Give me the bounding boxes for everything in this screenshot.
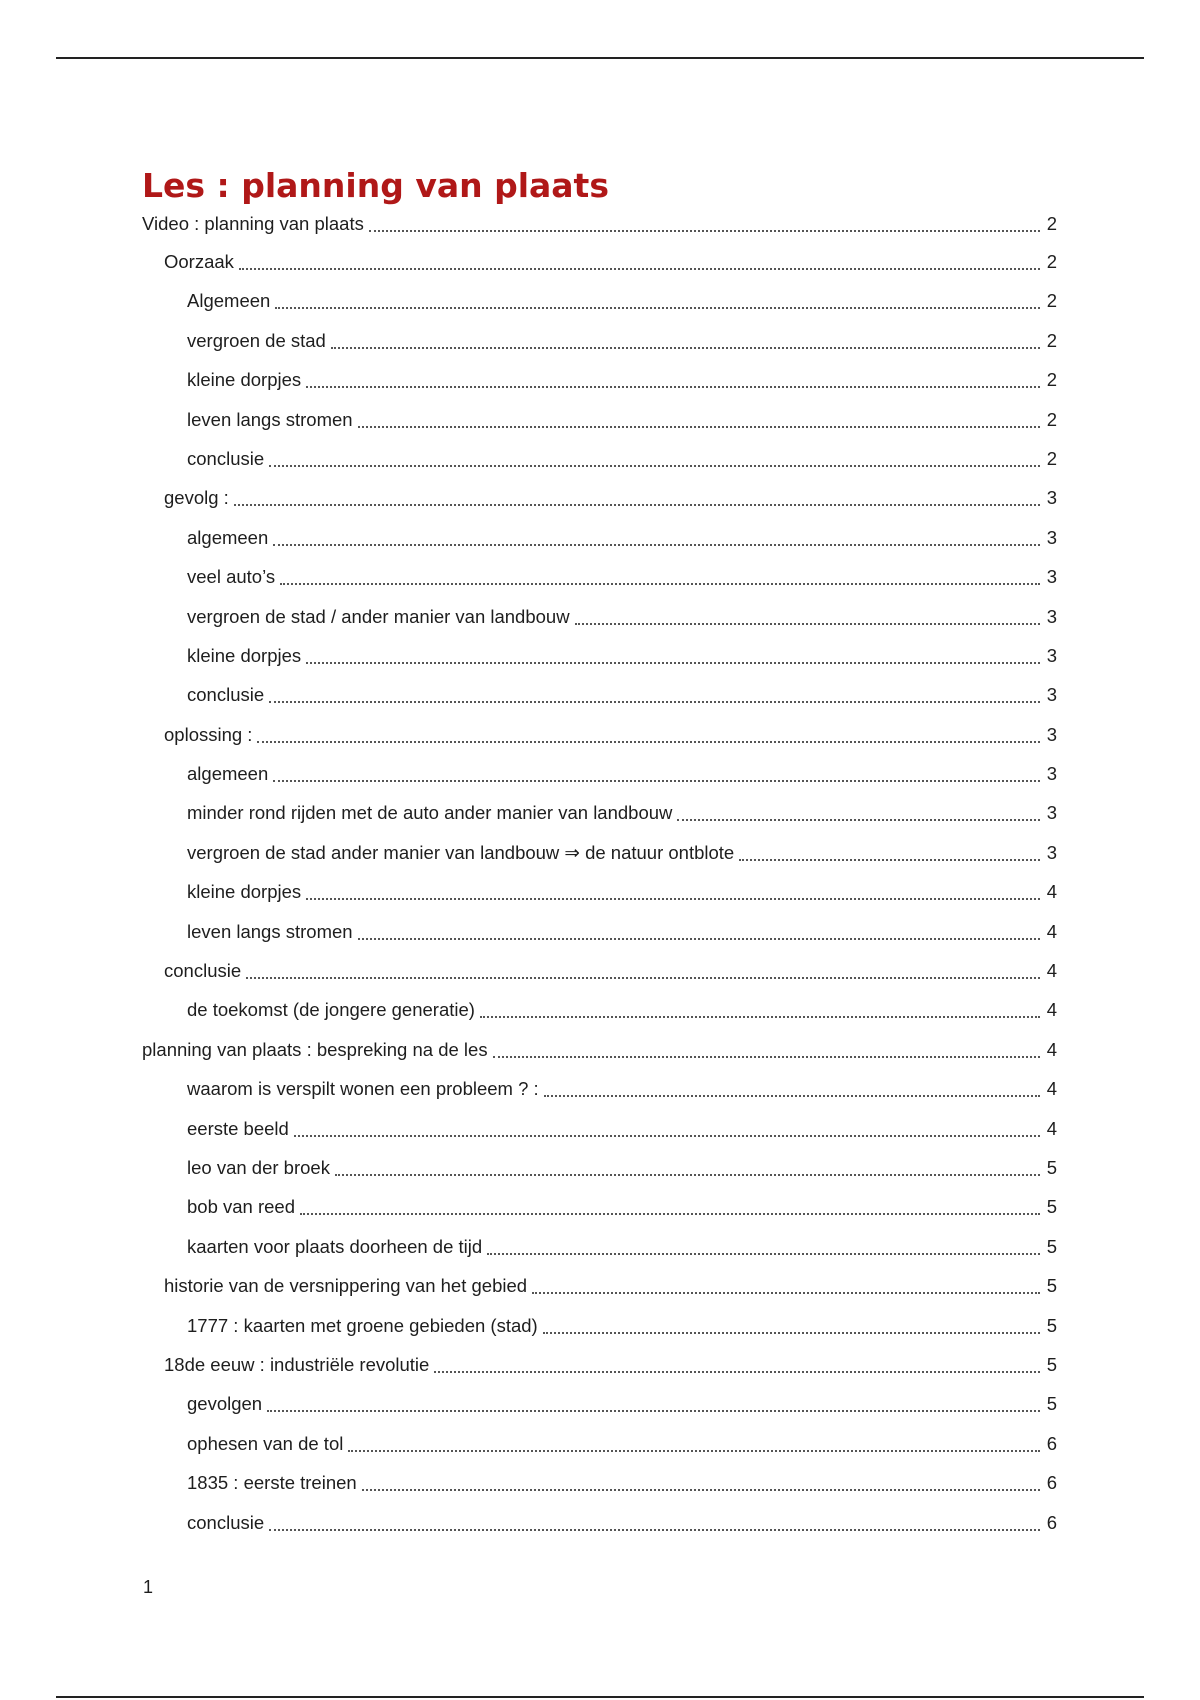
toc-entry-title: veel auto’s xyxy=(187,566,276,588)
toc-entry-page: 5 xyxy=(1046,1235,1057,1257)
toc-entry-page: 2 xyxy=(1046,213,1057,234)
table-of-contents xyxy=(142,212,1057,1550)
toc-entry-title: leo van der broek xyxy=(187,1156,330,1178)
toc-entry-page: 3 xyxy=(1046,487,1057,509)
toc-dot-leader xyxy=(677,801,1040,821)
toc-dot-leader xyxy=(269,1511,1040,1531)
toc-dot-leader xyxy=(275,289,1040,309)
toc-entry[interactable] xyxy=(142,762,1057,801)
toc-entry-title: 1835 : eerste treinen xyxy=(187,1472,357,1494)
toc-dot-leader xyxy=(480,998,1040,1018)
toc-dot-leader xyxy=(544,1077,1040,1097)
toc-entry-page: 6 xyxy=(1046,1472,1057,1494)
toc-entry-title: conclusie xyxy=(187,447,265,469)
toc-entry-title: kleine dorpjes xyxy=(187,369,302,391)
toc-entry-title: planning van plaats : bespreking na de les xyxy=(142,1038,488,1060)
toc-dot-leader xyxy=(543,1314,1040,1334)
toc-entry-title: conclusie xyxy=(164,960,242,982)
toc-dot-leader xyxy=(739,841,1040,861)
toc-entry[interactable] xyxy=(142,447,1057,486)
toc-entry[interactable] xyxy=(142,1432,1057,1471)
toc-entry[interactable] xyxy=(142,841,1057,880)
toc-entry-page: 3 xyxy=(1046,605,1057,627)
document-title: Les : planning van plaats xyxy=(142,166,609,205)
toc-dot-leader xyxy=(532,1274,1040,1294)
toc-entry[interactable] xyxy=(142,565,1057,604)
toc-entry-title: Oorzaak xyxy=(164,251,234,272)
document-page xyxy=(142,160,1057,1550)
toc-entry-title: oplossing : xyxy=(164,723,253,745)
toc-entry-title: gevolg : xyxy=(164,487,229,509)
toc-entry[interactable] xyxy=(142,212,1057,250)
toc-entry[interactable] xyxy=(142,1392,1057,1431)
toc-entry[interactable] xyxy=(142,1195,1057,1234)
toc-dot-leader xyxy=(358,920,1040,940)
toc-entry-title: historie van de versnippering van het gebied xyxy=(164,1275,528,1297)
page-number: 1 xyxy=(143,1577,154,1597)
toc-entry-page: 3 xyxy=(1046,684,1057,706)
toc-entry-title: leven langs stromen xyxy=(187,920,353,942)
toc-entry-page: 5 xyxy=(1046,1275,1057,1297)
toc-entry[interactable] xyxy=(142,1353,1057,1392)
toc-entry[interactable] xyxy=(142,1156,1057,1195)
toc-dot-leader xyxy=(257,723,1040,743)
toc-dot-leader xyxy=(575,605,1040,625)
toc-entry[interactable] xyxy=(142,408,1057,447)
toc-entry[interactable] xyxy=(142,329,1057,368)
toc-entry[interactable] xyxy=(142,250,1057,289)
toc-entry-title: kleine dorpjes xyxy=(187,881,302,903)
toc-entry-page: 3 xyxy=(1046,566,1057,588)
toc-dot-leader xyxy=(300,1195,1040,1215)
toc-dot-leader xyxy=(369,212,1040,232)
toc-dot-leader xyxy=(273,762,1040,782)
toc-entry[interactable] xyxy=(142,959,1057,998)
toc-dot-leader xyxy=(493,1038,1040,1058)
toc-entry-title: algemeen xyxy=(187,763,269,785)
toc-dot-leader xyxy=(273,526,1040,546)
toc-dot-leader xyxy=(487,1235,1040,1255)
toc-entry[interactable] xyxy=(142,1117,1057,1156)
toc-entry-title: bob van reed xyxy=(187,1196,296,1218)
toc-dot-leader xyxy=(331,329,1040,349)
toc-entry[interactable] xyxy=(142,1235,1057,1274)
toc-entry-page: 4 xyxy=(1046,881,1057,903)
toc-entry-title: algemeen xyxy=(187,526,269,548)
toc-entry-page: 4 xyxy=(1046,999,1057,1021)
toc-entry-title: vergroen de stad / ander manier van landbouw xyxy=(187,605,570,627)
toc-entry-page: 2 xyxy=(1046,251,1057,272)
toc-dot-leader xyxy=(234,486,1040,506)
toc-entry-page: 4 xyxy=(1046,1038,1057,1060)
toc-entry-title: ophesen van de tol xyxy=(187,1432,344,1454)
toc-entry-page: 2 xyxy=(1046,408,1057,430)
toc-entry-title: vergroen de stad ander manier van landbouw ⇒ de natuur ontblote xyxy=(187,841,735,863)
toc-entry-title: eerste beeld xyxy=(187,1117,289,1139)
toc-entry-title: waarom is verspilt wonen een probleem ? : xyxy=(187,1078,539,1100)
toc-entry[interactable] xyxy=(142,998,1057,1037)
toc-entry-page: 3 xyxy=(1046,644,1057,666)
toc-entry[interactable] xyxy=(142,1471,1057,1510)
toc-dot-leader xyxy=(269,683,1040,703)
toc-entry-page: 3 xyxy=(1046,526,1057,548)
toc-dot-leader xyxy=(239,250,1040,270)
toc-entry-page: 5 xyxy=(1046,1196,1057,1218)
toc-entry[interactable] xyxy=(142,486,1057,525)
toc-entry[interactable] xyxy=(142,683,1057,722)
toc-dot-leader xyxy=(348,1432,1040,1452)
toc-entry-page: 2 xyxy=(1046,447,1057,469)
toc-entry-title: minder rond rijden met de auto ander manier van landbouw xyxy=(187,802,673,824)
toc-entry-title: vergroen de stad xyxy=(187,329,326,351)
toc-entry[interactable] xyxy=(142,1511,1057,1550)
toc-dot-leader xyxy=(434,1353,1040,1373)
toc-entry-page: 6 xyxy=(1046,1511,1057,1533)
toc-entry[interactable] xyxy=(142,723,1057,762)
toc-entry[interactable] xyxy=(142,920,1057,959)
toc-entry[interactable] xyxy=(142,644,1057,683)
toc-entry[interactable] xyxy=(142,801,1057,840)
toc-entry[interactable] xyxy=(142,880,1057,919)
toc-dot-leader xyxy=(306,644,1040,664)
toc-entry-page: 3 xyxy=(1046,723,1057,745)
toc-entry[interactable] xyxy=(142,605,1057,644)
toc-entry-page: 4 xyxy=(1046,1117,1057,1139)
toc-entry-title: conclusie xyxy=(187,684,265,706)
toc-entry-page: 4 xyxy=(1046,960,1057,982)
toc-entry-title: Video : planning van plaats xyxy=(142,213,364,234)
toc-entry-title: 18de eeuw : industriële revolutie xyxy=(164,1353,430,1375)
toc-entry[interactable] xyxy=(142,1038,1057,1077)
toc-entry[interactable] xyxy=(142,289,1057,328)
toc-entry-page: 2 xyxy=(1046,290,1057,312)
toc-entry-page: 5 xyxy=(1046,1156,1057,1178)
toc-entry-page: 3 xyxy=(1046,841,1057,863)
toc-entry-title: Algemeen xyxy=(187,290,271,312)
toc-dot-leader xyxy=(358,408,1040,428)
toc-entry-page: 4 xyxy=(1046,920,1057,942)
toc-entry-title: de toekomst (de jongere generatie) xyxy=(187,999,475,1021)
toc-entry-page: 2 xyxy=(1046,329,1057,351)
toc-entry[interactable] xyxy=(142,1077,1057,1116)
toc-entry[interactable] xyxy=(142,1314,1057,1353)
toc-entry-page: 3 xyxy=(1046,802,1057,824)
toc-entry-title: kleine dorpjes xyxy=(187,644,302,666)
toc-dot-leader xyxy=(294,1117,1040,1137)
toc-entry-title: conclusie xyxy=(187,1511,265,1533)
toc-dot-leader xyxy=(335,1156,1040,1176)
toc-entry[interactable] xyxy=(142,526,1057,565)
toc-entry-page: 5 xyxy=(1046,1314,1057,1336)
toc-dot-leader xyxy=(246,959,1040,979)
footer-rule xyxy=(56,1696,1144,1698)
toc-dot-leader xyxy=(280,565,1040,585)
toc-entry-title: 1777 : kaarten met groene gebieden (stad) xyxy=(187,1314,538,1336)
header-rule xyxy=(56,57,1144,59)
toc-entry[interactable] xyxy=(142,368,1057,407)
toc-entry-page: 5 xyxy=(1046,1393,1057,1415)
toc-dot-leader xyxy=(267,1392,1040,1412)
toc-entry[interactable] xyxy=(142,1274,1057,1313)
toc-dot-leader xyxy=(306,880,1040,900)
toc-dot-leader xyxy=(306,368,1040,388)
toc-entry-title: kaarten voor plaats doorheen de tijd xyxy=(187,1235,483,1257)
toc-entry-page: 5 xyxy=(1046,1353,1057,1375)
toc-entry-page: 2 xyxy=(1046,369,1057,391)
toc-entry-title: leven langs stromen xyxy=(187,408,353,430)
toc-entry-title: gevolgen xyxy=(187,1393,263,1415)
toc-entry-page: 3 xyxy=(1046,763,1057,785)
toc-entry-page: 6 xyxy=(1046,1432,1057,1454)
toc-dot-leader xyxy=(362,1471,1040,1491)
toc-entry-page: 4 xyxy=(1046,1078,1057,1100)
toc-dot-leader xyxy=(269,447,1040,467)
